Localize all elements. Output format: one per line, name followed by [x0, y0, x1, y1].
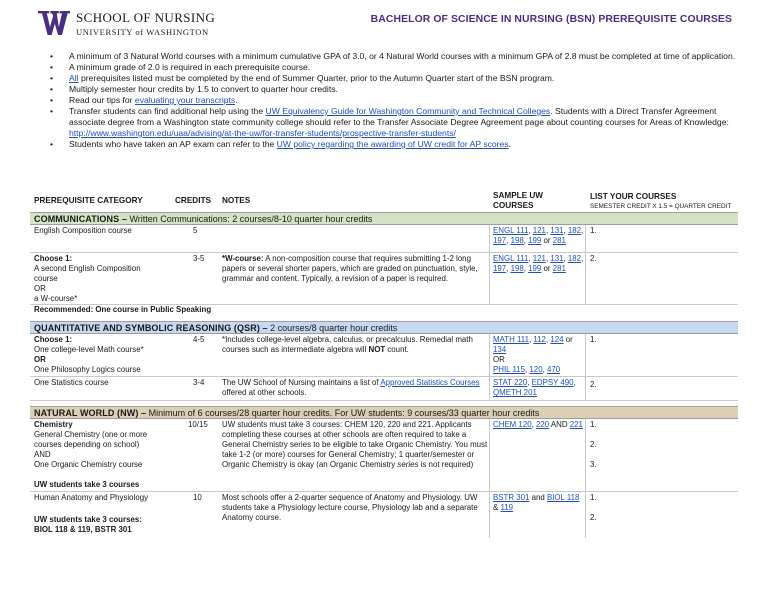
section-title: QUANTITATIVE AND SYMBOLIC REASONING (QSR) –: [34, 323, 268, 333]
uw-students-note: UW students take 3 courses: [34, 480, 140, 489]
course-link[interactable]: 124: [550, 335, 564, 344]
page-header: [0, 0, 768, 46]
course-link[interactable]: BSTR 301: [493, 493, 530, 502]
list-item: [50, 84, 740, 95]
category-line: OR: [34, 355, 46, 364]
sample-courses-cell: MATH 111, 112, 124 or 134 OR PHIL 115, 120, 470: [493, 335, 585, 375]
sample-and: and: [529, 493, 547, 502]
category-cell: [34, 493, 182, 535]
sample-courses-cell: CHEM 120, 220 AND 221: [493, 420, 583, 429]
category-line: General Chemistry (one or more: [34, 430, 148, 439]
sample-courses-cell: ENGL 111, 121, 131, 182, 197, 198, 199 or 281: [493, 254, 584, 273]
sample-courses-cell: STAT 220, EDPSY 490, QMETH 201: [493, 378, 576, 397]
table-row: [30, 253, 738, 305]
credits-cell: 10/15: [188, 420, 208, 429]
course-link[interactable]: CHEM 120: [493, 420, 532, 429]
course-link[interactable]: 220: [535, 420, 550, 429]
category-line: One Organic Chemistry course: [34, 460, 143, 469]
bullet-text: Multiply semester hour credits by 1.5 to convert to quarter hour credits.: [69, 84, 338, 94]
course-link[interactable]: 112: [533, 335, 546, 344]
list-your-course-slot[interactable]: 2.: [590, 254, 597, 263]
course-link[interactable]: 281: [552, 264, 566, 273]
requirements-list: [50, 51, 740, 150]
course-link[interactable]: STAT 220: [493, 378, 528, 387]
course-link[interactable]: 199: [528, 236, 542, 245]
notes-cell: [222, 254, 488, 284]
category-line: AND: [34, 450, 51, 459]
table-row: [30, 492, 738, 538]
notes-cell: Most schools offer a 2-quarter sequence of Anatomy and Physiology. UW students take a Physiology lecture course, Physiology lab and a separate Anatomy course.: [222, 493, 478, 522]
list-your-course-slot[interactable]: 2.: [590, 380, 597, 389]
course-link[interactable]: 470: [546, 365, 561, 374]
course-link[interactable]: 119: [500, 503, 514, 512]
col-header-list: LIST YOUR COURSES: [590, 192, 677, 201]
list-item: [50, 62, 740, 73]
notes-cell: [222, 420, 488, 470]
section-subtitle: Written Communications: 2 courses/8-10 quarter hour credits: [126, 214, 373, 224]
sample-amp: &: [493, 503, 501, 512]
notes-cell: [222, 335, 488, 355]
bullet-text: Read our tips for: [69, 95, 135, 105]
all-link[interactable]: All: [69, 73, 79, 83]
bullet-text: A minimum grade of 2.0 is required in each prerequisite course.: [69, 62, 311, 72]
bullet-text: Transfer students can find additional help using the: [69, 106, 266, 116]
course-link[interactable]: 199: [528, 264, 542, 273]
section-subtitle: Minimum of 6 courses/28 quarter hour credits. For UW students: 9 courses/33 quarter hour credits: [146, 408, 540, 418]
list-your-course-slot[interactable]: 1.: [590, 335, 597, 344]
col-header-notes: NOTES: [222, 196, 251, 205]
course-link[interactable]: ENGL 111: [493, 226, 529, 235]
course-link[interactable]: EDPSY 490: [531, 378, 574, 387]
section-title: NATURAL WORLD (NW) –: [34, 408, 147, 418]
list-your-course-slot[interactable]: 1.: [590, 420, 597, 429]
list-item: [50, 106, 740, 139]
category-line: One Philosophy Logics course: [34, 365, 141, 374]
list-your-course-slot[interactable]: 3.: [590, 460, 597, 469]
bullet-text: .: [508, 139, 512, 149]
col-header-sample: [493, 191, 543, 211]
note-bold: *W-course:: [222, 254, 264, 263]
section-subtitle: 2 courses/8 quarter hour credits: [267, 323, 398, 333]
logo-school-name: SCHOOL OF NURSING: [76, 10, 216, 25]
uw-students-note: UW students take 3 courses:: [34, 515, 142, 524]
course-link[interactable]: 131: [550, 226, 564, 235]
page-title: BACHELOR OF SCIENCE IN NURSING (BSN) PREREQUISITE COURSES: [370, 14, 732, 25]
note-text: The UW School of Nursing maintains a list of: [222, 378, 381, 387]
category-cell: [34, 335, 182, 375]
course-link[interactable]: MATH 111: [493, 335, 529, 344]
category-title: Chemistry: [34, 420, 73, 429]
col-header-credits: CREDITS: [175, 196, 211, 205]
sample-or: OR: [493, 355, 505, 364]
bullet-text: . Students with a Direct Transfer Agreement associate degree from a Washington state community college should refer to the Transfer Associate Degree Agreement page about counting courses for Areas of Knowledge:: [69, 106, 729, 127]
credits-cell: 10: [193, 493, 202, 502]
section-natural-world: [30, 406, 738, 419]
notes-cell: [222, 378, 488, 398]
course-link[interactable]: ENGL 111: [493, 254, 529, 263]
course-link[interactable]: 182: [567, 254, 582, 263]
category-cell: [34, 420, 182, 490]
w-logo-icon: [38, 10, 70, 36]
course-link[interactable]: 121: [532, 254, 546, 263]
course-link[interactable]: 198: [510, 264, 524, 273]
transcripts-link[interactable]: evaluating your transcripts: [134, 95, 236, 105]
section-title: COMMUNICATIONS –: [34, 214, 127, 224]
col-header-list-sub: SEMESTER CREDIT X 1.5 = QUARTER CREDIT: [590, 203, 732, 210]
credits-cell: 3-5: [193, 254, 205, 263]
category-line: courses depending on school): [34, 440, 140, 449]
section-qsr: [30, 321, 738, 334]
bullet-text: prerequisites listed must be completed by the end of Summer Quarter, prior to the Autumn Quarter start of the BSN program.: [78, 73, 555, 83]
transfer-students-url-link[interactable]: http://www.washington.edu/uaa/advising/at-the-uw/for-transfer-students/prospective-transfer-students/: [69, 128, 456, 138]
list-item: [50, 139, 740, 150]
list-item: [50, 95, 740, 106]
course-link[interactable]: 197: [493, 264, 507, 273]
course-link[interactable]: BIOL 118: [546, 493, 580, 502]
table-row: [30, 334, 738, 377]
section-communications: [30, 212, 738, 225]
note-text: count.: [385, 345, 409, 354]
sample-courses-cell: ENGL 111, 121, 131, 182, 197, 198, 199 or 281: [493, 226, 584, 245]
table-row: [30, 377, 738, 401]
list-your-course-slot[interactable]: 2.: [590, 440, 597, 449]
list-your-course-slot[interactable]: 1.: [590, 226, 597, 235]
note-text: UW students must take 3 courses: CHEM 120, 220 and 221. Applicants completing these courses at other schools are often required to take a General Chemistry series to be eligible to take Organic Chemistry. You must take 1-2 (or more) courses for General Chemistry; 1 quarter/semester or Organic Chemistry is okay (an Organic Chemistry: [222, 420, 488, 469]
list-item: [50, 73, 740, 84]
course-link[interactable]: 197: [493, 236, 507, 245]
category-line: a W-course*: [34, 294, 78, 303]
list-your-course-cell: [590, 493, 730, 523]
list-item: [50, 51, 740, 62]
course-link[interactable]: 198: [510, 236, 524, 245]
bullet-text: A minimum of 3 Natural World courses with a minimum cumulative GPA of 3.0, or 4 Natural World courses with a minimum GPA of 2.8 must be completed at time of application.: [69, 51, 736, 61]
note-text: offered at other schools.: [222, 388, 307, 397]
equivalency-guide-link[interactable]: UW Equivalency Guide for Washington Community and Technical Colleges: [265, 106, 551, 116]
sample-and: AND: [549, 420, 570, 429]
uw-logo[interactable]: [38, 10, 215, 38]
uw-students-note: BIOL 118 & 119, BSTR 301: [34, 525, 132, 534]
note-bold: NOT: [368, 345, 386, 354]
course-link[interactable]: QMETH 201: [493, 388, 537, 397]
category-cell: English Composition course: [34, 226, 132, 235]
course-link[interactable]: 120: [529, 365, 543, 374]
logo-university-name: UNIVERSITY of WASHINGTON: [76, 27, 209, 37]
course-link[interactable]: 281: [552, 236, 566, 245]
list-your-course-slot[interactable]: 1.: [590, 493, 597, 502]
category-line: One college-level Math course*: [34, 345, 144, 354]
list-your-course-cell: [590, 420, 730, 470]
sample-courses-cell: [493, 493, 585, 513]
col-header-sample-line: COURSES: [493, 201, 534, 210]
note-text: *Includes college-level algebra, calculus, or precalculus. Remedial math courses such as intermediate algebra will: [222, 335, 473, 354]
recommended-note: Recommended: One course in Public Speaking: [34, 305, 212, 314]
col-header-category: PREREQUISITE CATEGORY: [34, 196, 143, 205]
note-text: is not required): [418, 460, 474, 469]
category-line: OR: [34, 284, 46, 293]
course-link[interactable]: 182: [567, 226, 582, 235]
note-italic: series: [397, 460, 419, 469]
approved-statistics-link[interactable]: Approved Statistics Courses: [380, 378, 480, 387]
credits-cell: 3-4: [193, 378, 205, 387]
category-line: A second English Composition: [34, 264, 141, 273]
ap-policy-link[interactable]: UW policy regarding the awarding of UW credit for AP scores: [276, 139, 509, 149]
table-row: [30, 225, 738, 253]
course-link[interactable]: 221: [569, 420, 583, 429]
table-row: [30, 419, 738, 492]
credits-cell: 5: [193, 226, 198, 235]
choose-label: Choose 1:: [34, 254, 73, 263]
course-link[interactable]: 134: [493, 345, 507, 354]
list-your-course-slot[interactable]: 2.: [590, 513, 597, 522]
category-line: course: [34, 274, 58, 283]
course-link[interactable]: 131: [550, 254, 564, 263]
course-link[interactable]: 121: [532, 226, 546, 235]
col-header-sample-line: SAMPLE UW: [493, 191, 544, 200]
category-cell: One Statistics course: [34, 378, 109, 387]
course-link[interactable]: PHIL 115: [493, 365, 526, 374]
category-line: Human Anatomy and Physiology: [34, 493, 149, 502]
bullet-text: Students who have taken an AP exam can refer to the: [69, 139, 277, 149]
credits-cell: 4-5: [193, 335, 205, 344]
bullet-text: .: [235, 95, 238, 105]
category-cell: [34, 254, 182, 304]
note-text: A non-composition course that requires submitting 1-2 long papers or several shorter papers, which are graded on punctuation, style, grammar and content. Typically, a revision of a paper is required.: [222, 254, 478, 283]
choose-label: Choose 1:: [34, 335, 73, 344]
